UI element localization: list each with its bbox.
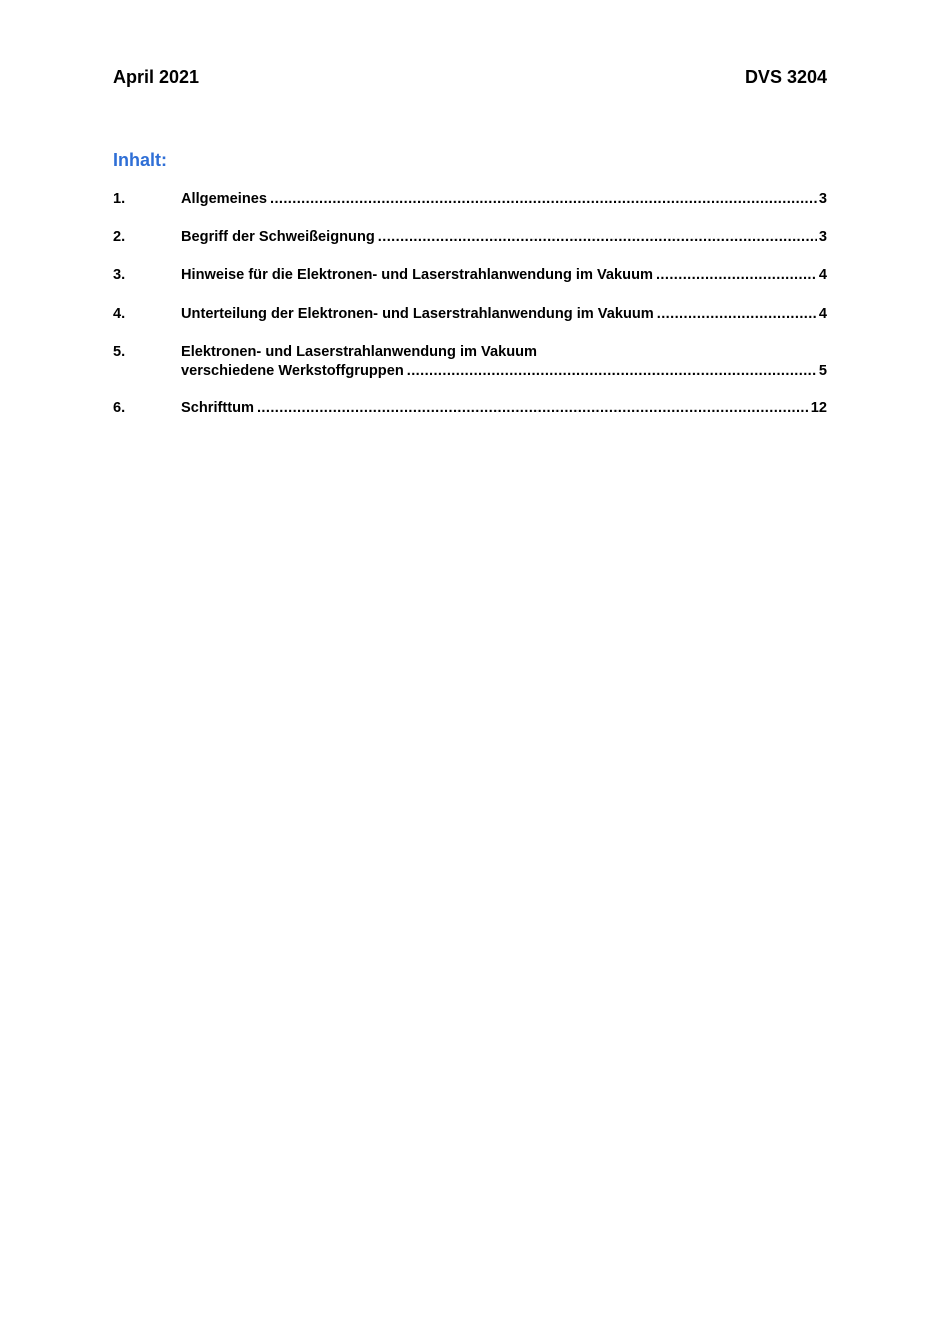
- toc-entry-page: 4: [818, 306, 827, 322]
- toc-leader-dots: [270, 190, 817, 209]
- toc-entry-5[interactable]: [113, 343, 827, 381]
- toc-entry-title: Allgemeines: [181, 191, 267, 207]
- toc-entry-title: verschiedene Werkstoffgruppen: [181, 363, 404, 379]
- toc-entry-1[interactable]: [113, 190, 827, 209]
- toc-entry-page: 5: [818, 363, 827, 379]
- toc-entry-page: 4: [818, 267, 827, 283]
- toc-leader-dots: [407, 362, 817, 381]
- toc-entry-number: 4.: [113, 306, 126, 322]
- toc-entry-page: 3: [818, 191, 827, 207]
- toc-entry-number: 2.: [113, 229, 126, 245]
- toc-leader-dots: [257, 399, 809, 418]
- toc-entry-title: Schrifttum: [181, 400, 254, 416]
- toc-entry-number: 1.: [113, 191, 126, 207]
- toc-leader-dots: [656, 266, 817, 285]
- toc-entry-title: Hinweise für die Elektronen- und Laserstrahlanwendung im Vakuum: [181, 267, 653, 283]
- toc-entry-number: 5.: [113, 344, 126, 360]
- toc-entry-2[interactable]: [113, 228, 827, 247]
- page-header: [113, 67, 827, 93]
- header-doc-id: DVS 3204: [744, 67, 827, 87]
- toc-title: Inhalt:: [113, 150, 167, 170]
- toc-entry-4[interactable]: [113, 305, 827, 324]
- toc-entry-title: Unterteilung der Elektronen- und Laserstrahlanwendung im Vakuum: [181, 306, 654, 322]
- toc-entry-number: 3.: [113, 267, 126, 283]
- toc-entry-page: 3: [818, 229, 827, 245]
- toc-entry-6[interactable]: [113, 399, 827, 418]
- toc-entry-title: Begriff der Schweißeignung: [181, 229, 375, 245]
- toc-leader-dots: [657, 305, 817, 324]
- toc-entry-page: 12: [810, 400, 827, 416]
- table-of-contents: [113, 190, 827, 418]
- toc-entry-number: 6.: [113, 400, 126, 416]
- toc-leader-dots: [378, 228, 817, 247]
- toc-entry-title-line1: Elektronen- und Laserstrahlanwendung im Vakuum: [181, 344, 537, 360]
- header-date: April 2021: [113, 67, 200, 87]
- toc-entry-3[interactable]: [113, 266, 827, 285]
